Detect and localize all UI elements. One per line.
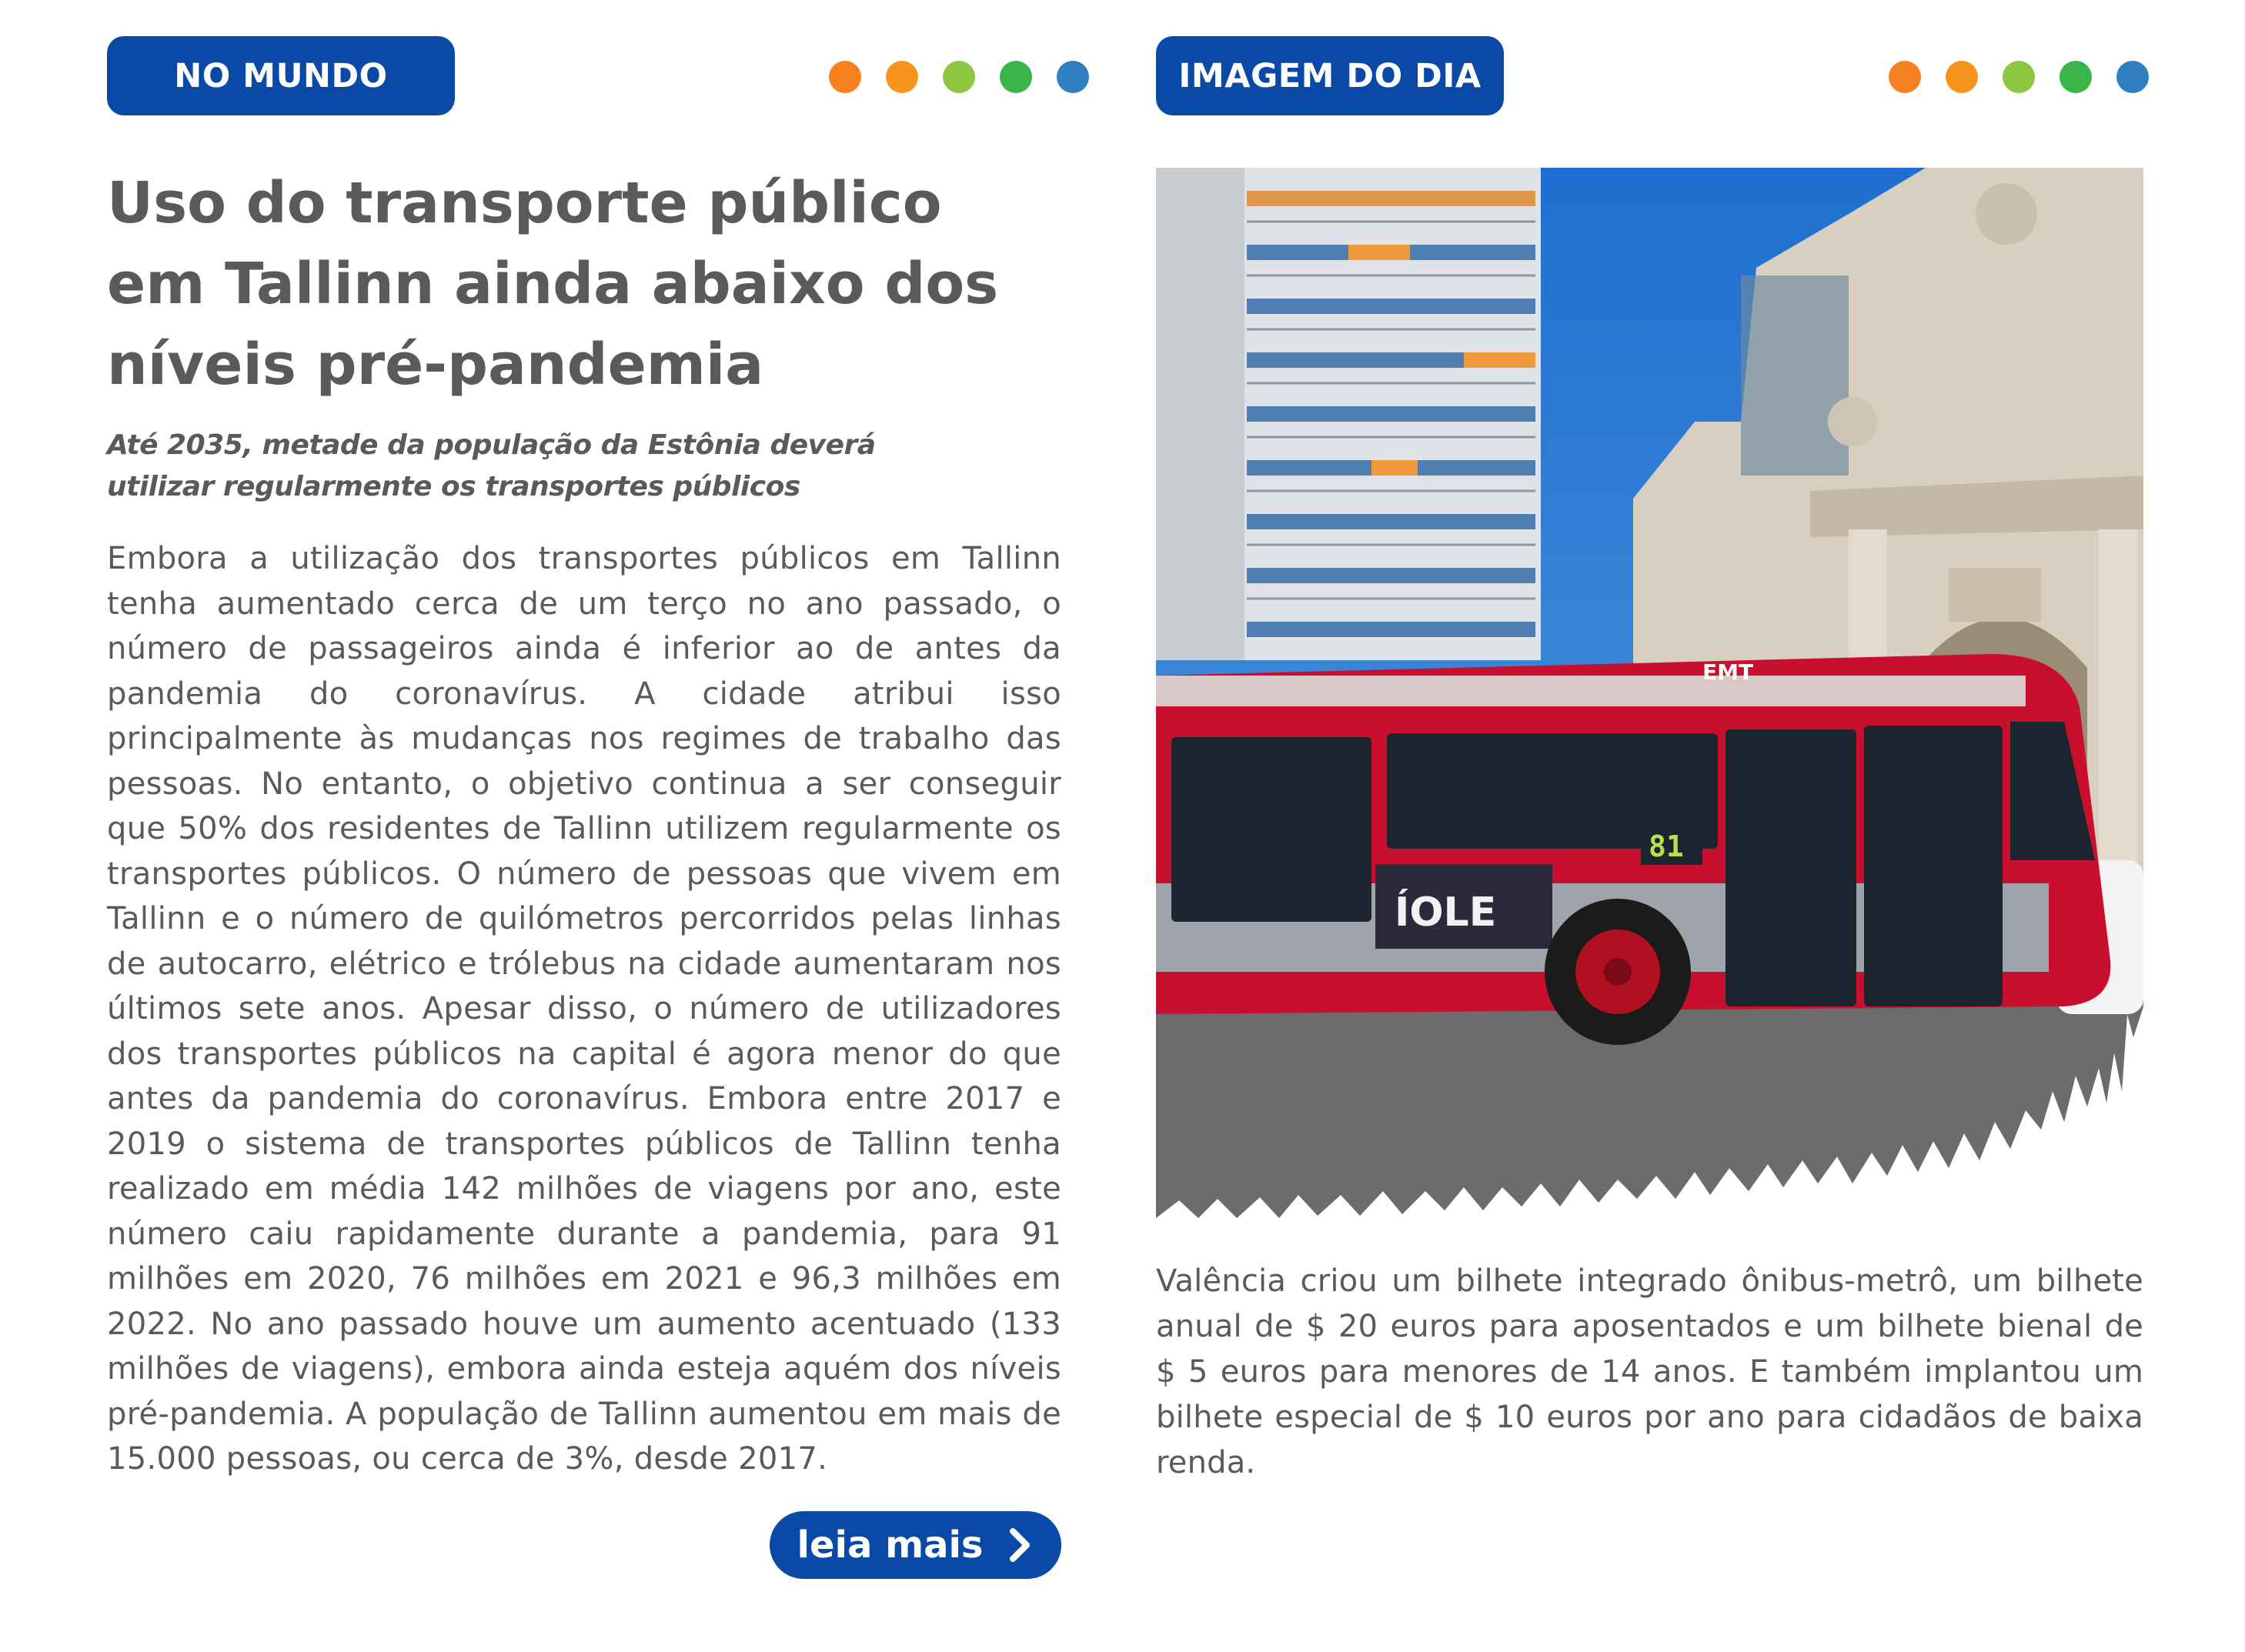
dot-green (2060, 61, 2092, 93)
article-subtitle: Até 2035, metade da população da Estônia deverá utilizar regularmente os transportes públicos (107, 429, 876, 502)
decorative-dots-right (1889, 61, 2120, 93)
dot-blue (2116, 61, 2149, 93)
read-more-button[interactable] (770, 1511, 1061, 1579)
dot-light-orange (1946, 61, 1978, 93)
dot-green (1000, 61, 1032, 93)
section-label-no-mundo: NO MUNDO (107, 36, 455, 115)
dot-blue (1057, 61, 1089, 93)
photo-caption: Valência criou um bilhete integrado ônibus-metrô, um bilhete anual de $ 20 euros para aposentados e um bilhete bienal de $ 5 euros para menores de 14 anos. E também implantou um bilhete especial de $ 10 euros por ano para cidadãos de baixa renda. (1156, 1263, 2143, 1480)
read-more-label: leia mais (797, 1524, 984, 1567)
dot-light-green (2003, 61, 2035, 93)
bus-photo (1156, 168, 2143, 1218)
bus-route-number: 81 (1649, 829, 1684, 863)
bus-brand-text: EMT (1702, 659, 1754, 685)
bus-ad-text: ÍOLE (1395, 889, 1497, 936)
decorative-dots-left (829, 61, 1060, 93)
dot-orange (1889, 61, 1921, 93)
dot-orange (829, 61, 861, 93)
article-body: Embora a utilização dos transportes públicos em Tallinn tenha aumentado cerca de um terço no ano passado, o número de passageiros ainda é inferior ao de antes da pandemia do coronavírus. A cidade atribui isso principalmente às mudanças nos regimes de trabalho das pessoas. No entanto, o objetivo continua a ser conseguir que 50% dos residentes de Tallinn utilizem regularmente os transportes públicos. O número de pessoas que vivem em Tallinn e o número de quilómetros percorridos pelas linhas de autocarro, elétrico e trólebus na cidade aumentaram nos últimos sete anos. Apesar disso, o número de utilizadores dos transportes públicos na capital é agora menor do que antes da pandemia do coronavírus. Embora entre 2017 e 2019 o sistema de transportes públicos de Tallinn tenha realizado em média 142 milhões de viagens por ano, este número caiu rapidamente durante a pandemia, para 91 milhões em 2020, 76 milhões em 2021 e 96,3 milhões em 2022. No ano passado houve um aumento acentuado (133 milhões de viagens), embora ainda esteja aquém dos níveis pré-pandemia. A população de Tallinn aumentou em mais de 15.000 pessoas, ou cerca de 3%, desde 2017. (107, 541, 1061, 1477)
chevron-right-icon (1007, 1527, 1034, 1564)
article-title: Uso do transporte público em Tallinn ainda abaixo dos níveis pré-pandemia (107, 170, 999, 398)
section-label-imagem-do-dia: IMAGEM DO DIA (1156, 36, 1504, 115)
dot-light-orange (886, 61, 918, 93)
dot-light-green (943, 61, 975, 93)
